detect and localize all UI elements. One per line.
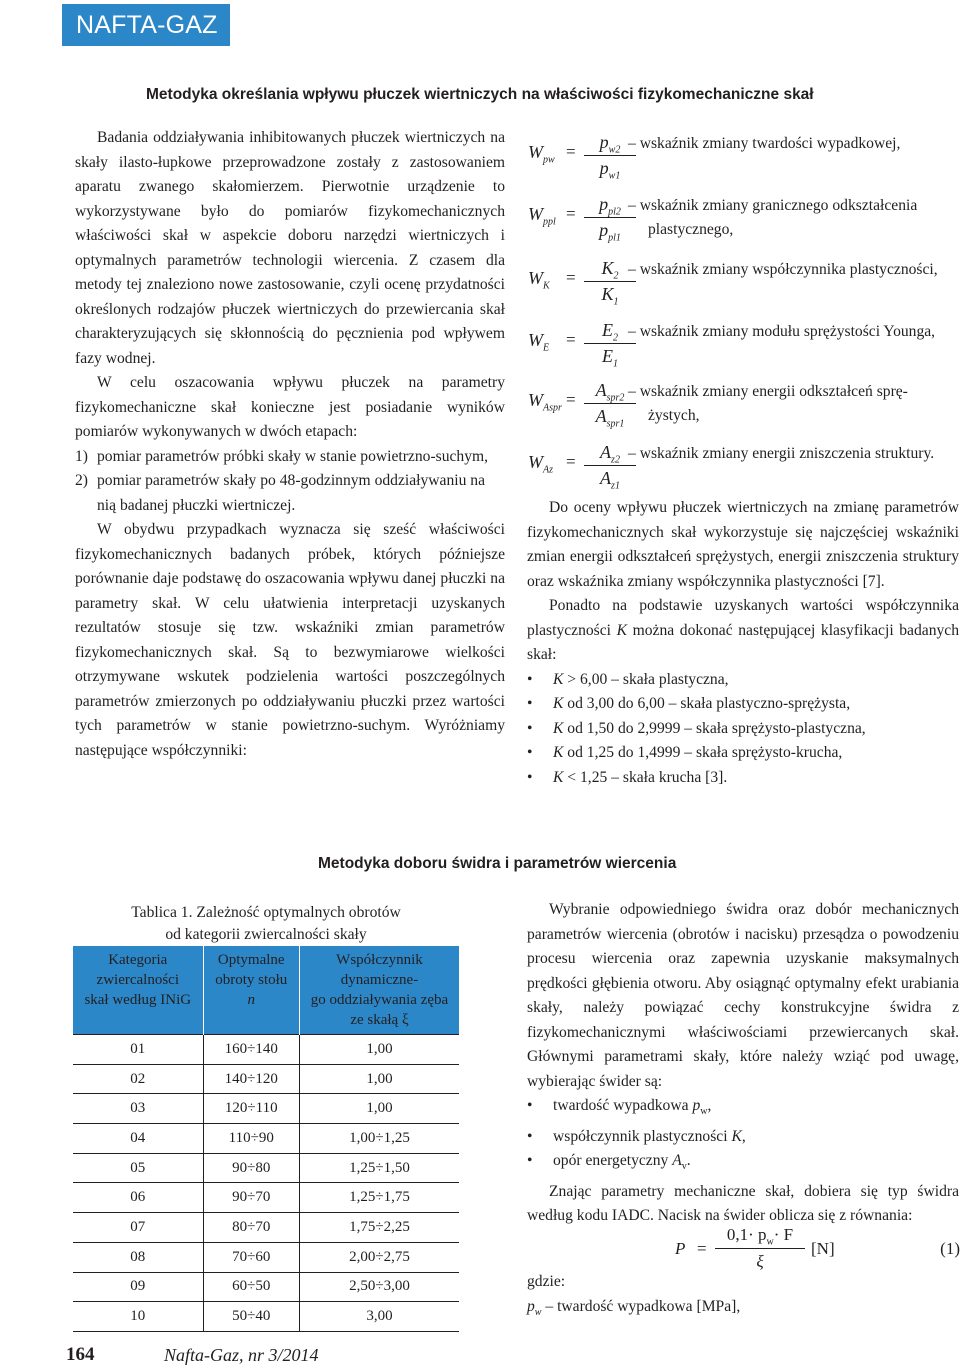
eq-lhs: P: [675, 1239, 686, 1258]
lhs-subscript: ppl: [543, 216, 556, 228]
text-span: można dokonać następującej klasyfikacji badanych skał:: [527, 621, 960, 663]
bullet-icon: •: [527, 695, 533, 712]
classification-range: od 1,25 do 1,4999 – skała sprężysto-krucha,: [563, 744, 843, 761]
table-cell: 70÷60: [203, 1242, 299, 1272]
table-row: [73, 1124, 459, 1154]
def-subscript: w: [534, 1306, 542, 1318]
num-subscript: 2: [613, 270, 619, 282]
footer-journal: Nafta-Gaz, nr 3/2014: [164, 1345, 319, 1365]
description-continuation: plastycznego,: [648, 221, 734, 238]
table-cell: 60÷50: [203, 1272, 299, 1302]
formula-lhs: [528, 330, 549, 354]
num-symbol: K: [601, 258, 614, 278]
num-symbol: A: [595, 380, 607, 400]
lhs-symbol: W: [528, 268, 543, 288]
table-row: [73, 1213, 459, 1243]
formula-lhs: [528, 452, 553, 476]
def-symbol: p: [527, 1297, 535, 1315]
lhs-subscript: Az: [543, 464, 553, 476]
journal-tab: NAFTA-GAZ: [62, 4, 230, 46]
classification-item: [527, 741, 959, 766]
description-text: – wskaźnik zmiany energii zniszczenia struktury.: [628, 445, 935, 462]
table-header-cell: [203, 946, 299, 1035]
eq-num-sub: w: [766, 1236, 774, 1248]
parameter-item: [527, 1125, 959, 1150]
formula-row: [520, 318, 960, 374]
paragraph: Wybranie odpowiedniego świdra oraz dobór mechanicznych parametrów wiercenia (obrotów i nacisku) przesądza o powodzeniu procesu wiercenia oraz zapewnia uzyskanie maksymalnych prędkości głębienia otworu. Aby osiągnąć optymalny efekt urabiania skały, należy powiązać cechy konstrukcyjne świdra z fizykomechanicznymi właściwościami przewiercanych skał. Głównymi parametrami skały, które należy wziąć pod uwagę, wybierając świder są:: [527, 901, 959, 1090]
table-cell: 06: [73, 1183, 203, 1213]
parameter-name: współczynnik plastyczności: [553, 1127, 732, 1145]
table-cell: 1,00: [299, 1064, 459, 1094]
formula-lhs: [528, 390, 562, 414]
den-symbol: E: [602, 346, 613, 366]
header-line: zwiercalności: [96, 972, 179, 988]
eq-denominator: ξ: [756, 1252, 764, 1271]
table-row: [73, 1183, 459, 1213]
rpm-table: [73, 946, 459, 1332]
symbol-k: K: [553, 768, 564, 786]
classification-range: < 1,25 – skała krucha [3].: [563, 768, 728, 786]
lhs-symbol: W: [528, 142, 543, 162]
parameter-subscript: w: [700, 1106, 708, 1118]
table-cell: 120÷110: [203, 1094, 299, 1124]
fraction-denominator: [584, 156, 636, 181]
formula-equals: =: [566, 204, 576, 223]
table-header-cell: [73, 946, 203, 1035]
formula-lhs: [528, 268, 550, 292]
parameter-name: twardość wypadkowa: [553, 1097, 693, 1114]
table-cell: 1,25÷1,50: [299, 1153, 459, 1183]
symbol-k: K: [616, 621, 628, 639]
den-symbol: p: [599, 220, 609, 240]
classification-item: [527, 717, 959, 742]
left-column: [75, 126, 505, 763]
section-title-2: Metodyka doboru świdra i parametrów wiercenia: [318, 855, 677, 872]
num-subscript: w2: [608, 144, 621, 156]
paragraph: Do oceny wpływu płuczek wiertniczych na zmianę parametrów fizykomechanicznych skał wykorzystuje się najczęściej wskaźniki zmian energii odkształceń sprężystych, energii zniszczenia struktury oraz wskaźnika zmiany współczynnika plastyczności [7].: [527, 499, 959, 590]
classification-range: od 1,50 do 2,9999 – skała sprężysto-plastyczna,: [563, 719, 866, 737]
eq-fraction: [715, 1222, 805, 1275]
paragraph: Badania oddziaływania inhibitowanych płuczek wiertniczych na skały ilasto-łupkowe przeprowadzone zostały z zastosowaniem aparatu zwanego skałomierzem. Pierwotnie urządzenie to wykorzystywane było do pomiarów fizykomechanicznych właściwości skał w aspekcie doboru narzędzi wiertniczych i optymalnych parametrów technologii wiercenia. Z czasem dla metody tej znaleziono nowe zastosowanie, czyli ocenę przydatności określonych rodzajów płuczek wiertniczych do przewiercania skał charakteryzujących się skłonnością do pęcznienia pod wpływem fazy wodnej.: [75, 129, 505, 367]
caption-line: Tablica 1. Zależność optymalnych obrotów: [131, 904, 401, 921]
classification-text: [553, 692, 959, 717]
classification-list: [527, 668, 959, 791]
table-cell: 80÷70: [203, 1213, 299, 1243]
table-row: [73, 1153, 459, 1183]
formula-equals: =: [566, 452, 576, 471]
list-text: pomiar parametrów próbki skały w stanie powietrzno-suchym,: [97, 447, 489, 465]
section-title-1: Metodyka określania wpływu płuczek wiertniczych na właściwości fizykomechaniczne skał: [146, 86, 814, 103]
formula-equals: =: [566, 390, 576, 409]
formula-row: [520, 378, 960, 434]
table-header-cell: [299, 946, 459, 1035]
parameter-text: [553, 1149, 959, 1180]
description-continuation: żystych,: [648, 407, 700, 424]
parameter-end: ,: [741, 1127, 746, 1145]
formula-equals: =: [566, 330, 576, 349]
den-subscript: spr1: [606, 418, 625, 430]
list-item: [75, 445, 505, 470]
den-symbol: p: [599, 158, 609, 178]
bullet-icon: •: [527, 719, 533, 737]
fraction-denominator: [584, 282, 636, 307]
lhs-symbol: W: [528, 204, 543, 224]
paragraph: Znając parametry mechaniczne skał, dobiera się typ świdra według kodu IADC. Nacisk na świder oblicza się z równania:: [527, 1182, 959, 1225]
header-line: ze skałą ξ: [350, 1012, 409, 1028]
parameter-list: [527, 1094, 959, 1180]
eq-num-tail: · F: [773, 1225, 794, 1244]
lhs-symbol: W: [528, 330, 543, 350]
table-cell: 1,00: [299, 1035, 459, 1065]
table-cell: 50÷40: [203, 1302, 299, 1332]
paragraph: [527, 594, 959, 668]
bullet-icon: •: [527, 768, 533, 786]
table-cell: 07: [73, 1213, 203, 1243]
parameter-end: .: [686, 1152, 691, 1170]
num-subscript: pl2: [608, 206, 621, 218]
paragraph: W celu oszacowania wpływu płuczek na parametry fizykomechaniczne skał konieczne jest posiadanie wyników pomiarów wykonywanych w dwóch etapach:: [75, 374, 505, 440]
formula-row: [520, 192, 960, 248]
bullet-icon: •: [527, 744, 533, 761]
parameter-symbol: p: [692, 1097, 701, 1114]
description-text: – wskaźnik zmiany energii odkształceń sprę-: [628, 383, 908, 400]
table-cell: 2,00÷2,75: [299, 1242, 459, 1272]
table-cell: 90÷80: [203, 1153, 299, 1183]
table-body: [73, 1035, 459, 1332]
num-symbol: E: [602, 320, 613, 340]
description-text: – wskaźnik zmiany granicznego odkształcenia: [628, 197, 918, 214]
num-symbol: p: [599, 194, 609, 214]
table-row: [73, 1272, 459, 1302]
lhs-subscript: E: [543, 342, 550, 354]
classification-text: [553, 741, 959, 766]
page-number: 164: [66, 1344, 95, 1365]
classification-text: [553, 668, 959, 693]
header-line: go oddziaływania zęba: [310, 992, 449, 1008]
table-cell: 09: [73, 1272, 203, 1302]
lhs-subscript: K: [543, 280, 550, 292]
paragraph: W obydwu przypadkach wyznacza się sześć właściwości fizykomechanicznych badanych próbek, których późniejsze porównanie daje podstawę do oszacowania wpływu danej płuczki na parametry skał. W celu ułatwienia interpretacji uzyskanych rezultatów stosuje się tzw. wskaźniki zmian parametrów fizykomechanicznych skał. Są to bezwymiarowe wielkości otrzymywane wskutek podzielenia wartości poszczególnych parametrów zmierzonych po oddziaływaniu płuczki przez wartości tych parametrów w stanie powietrzno-suchym. Wyróżniamy następujące współczynniki:: [75, 521, 505, 759]
den-subscript: z1: [611, 480, 620, 492]
eq-numerator: [715, 1222, 805, 1248]
classification-range: > 6,00 – skała plastyczna,: [563, 670, 729, 688]
formula-description: [628, 258, 958, 282]
formula-equals: =: [566, 268, 576, 287]
definition-line: [527, 1295, 959, 1326]
lhs-subscript: pw: [543, 154, 555, 166]
table-cell: 1,00÷1,25: [299, 1124, 459, 1154]
den-symbol: A: [595, 406, 607, 426]
parameter-text: [553, 1094, 959, 1125]
list-number: 2): [75, 472, 88, 489]
list-number: 1): [75, 447, 88, 465]
description-text: – wskaźnik zmiany twardości wypadkowej,: [628, 135, 901, 152]
list-item: [75, 469, 505, 518]
right-column: [527, 496, 959, 790]
num-symbol: A: [600, 442, 612, 462]
eq-num-text: 0,1· p: [726, 1225, 767, 1244]
bullet-icon: •: [527, 1097, 533, 1114]
lhs-symbol: W: [528, 390, 543, 410]
parameter-subscript: v: [681, 1161, 687, 1173]
table-cell: 01: [73, 1035, 203, 1065]
header-line: Współczynnik dynamiczne-: [336, 952, 423, 988]
description-text: – wskaźnik zmiany współczynnika plastyczności,: [628, 261, 938, 278]
num-subscript: z2: [611, 454, 620, 466]
table-cell: 1,25÷1,75: [299, 1183, 459, 1213]
description-text: – wskaźnik zmiany modułu sprężystości Younga,: [628, 323, 936, 340]
definitions: [527, 1270, 959, 1325]
parameter-end: ,: [707, 1097, 712, 1114]
header-line: Kategoria: [108, 952, 168, 968]
table-caption: [73, 902, 459, 946]
formula-row: [520, 130, 960, 186]
formula-description: [628, 442, 958, 466]
caption-line: od kategorii zwiercalności skały: [165, 926, 367, 943]
header-line: obroty stołu: [215, 972, 288, 988]
table-row: [73, 1094, 459, 1124]
formula-equals: =: [566, 142, 576, 161]
formula-row: [520, 440, 960, 496]
parameter-symbol: K: [731, 1127, 742, 1145]
classification-item: [527, 766, 959, 791]
table-row: [73, 1242, 459, 1272]
table-cell: 2,50÷3,00: [299, 1272, 459, 1302]
den-subscript: 1: [613, 358, 618, 370]
def-text: – twardość wypadkowa [MPa],: [541, 1297, 741, 1315]
table-cell: 90÷70: [203, 1183, 299, 1213]
table-cell: 03: [73, 1094, 203, 1124]
den-subscript: pl1: [608, 232, 621, 244]
header-line: n: [247, 992, 255, 1008]
symbol-k: K: [553, 670, 564, 688]
eq-equals: =: [697, 1239, 707, 1258]
fraction-denominator: [584, 344, 636, 369]
right-column-2: [527, 898, 959, 1229]
classification-item: [527, 692, 959, 717]
formula-description: [628, 132, 958, 156]
list-text: pomiar parametrów skały po 48-godzinnym oddziaływaniu na nią badanej płuczki wiertniczej.: [97, 472, 486, 514]
table-cell: 1,00: [299, 1094, 459, 1124]
eq-unit: [N]: [811, 1239, 835, 1258]
table-cell: 05: [73, 1153, 203, 1183]
header-line: skał według INiG: [84, 992, 192, 1008]
table-row: [73, 1035, 459, 1065]
table-row: [73, 1302, 459, 1332]
table-cell: 160÷140: [203, 1035, 299, 1065]
table-cell: 1,75÷2,25: [299, 1213, 459, 1243]
formula-description: [628, 380, 958, 428]
bullet-icon: •: [527, 1152, 533, 1170]
symbol-k: K: [553, 719, 564, 737]
num-subscript: spr2: [606, 392, 625, 404]
formula-lhs: [528, 204, 556, 228]
formula-lhs: [528, 142, 555, 166]
den-symbol: A: [600, 468, 612, 488]
lhs-subscript: Aspr: [543, 402, 562, 414]
fraction-denominator: [584, 466, 636, 491]
parameter-item: [527, 1094, 959, 1125]
formula-description: [628, 194, 958, 242]
den-subscript: 1: [613, 296, 619, 308]
bullet-icon: •: [527, 670, 533, 688]
formula-description: [628, 320, 958, 344]
table-cell: 110÷90: [203, 1124, 299, 1154]
gdzie-label: gdzie:: [527, 1273, 566, 1290]
symbol-k: K: [553, 744, 564, 761]
text-span: Ponadto na podstawie uzyskanych wartości współczynnika plastyczności: [527, 597, 959, 639]
num-subscript: 2: [613, 332, 618, 344]
parameter-symbol: A: [672, 1152, 682, 1170]
table-header-row: [73, 946, 459, 1035]
header-line: Optymalne: [217, 952, 285, 968]
lhs-symbol: W: [528, 452, 543, 472]
num-symbol: p: [599, 132, 609, 152]
classification-item: [527, 668, 959, 693]
classification-text: [553, 717, 959, 742]
table-cell: 3,00: [299, 1302, 459, 1332]
classification-range: od 3,00 do 6,00 – skała plastyczno-sprężysta,: [563, 695, 851, 712]
bullet-icon: •: [527, 1127, 533, 1145]
formula-row: [520, 256, 960, 312]
eq-number: (1): [940, 1239, 960, 1258]
parameter-text: [553, 1125, 959, 1150]
table-row: [73, 1064, 459, 1094]
table-cell: 04: [73, 1124, 203, 1154]
den-symbol: K: [601, 284, 614, 304]
classification-text: [553, 766, 959, 791]
table-cell: 08: [73, 1242, 203, 1272]
parameter-item: [527, 1149, 959, 1180]
parameter-name: opór energetyczny: [553, 1152, 673, 1170]
den-subscript: w1: [608, 170, 621, 182]
table-cell: 02: [73, 1064, 203, 1094]
table-cell: 10: [73, 1302, 203, 1332]
symbol-k: K: [553, 695, 564, 712]
table-cell: 140÷120: [203, 1064, 299, 1094]
